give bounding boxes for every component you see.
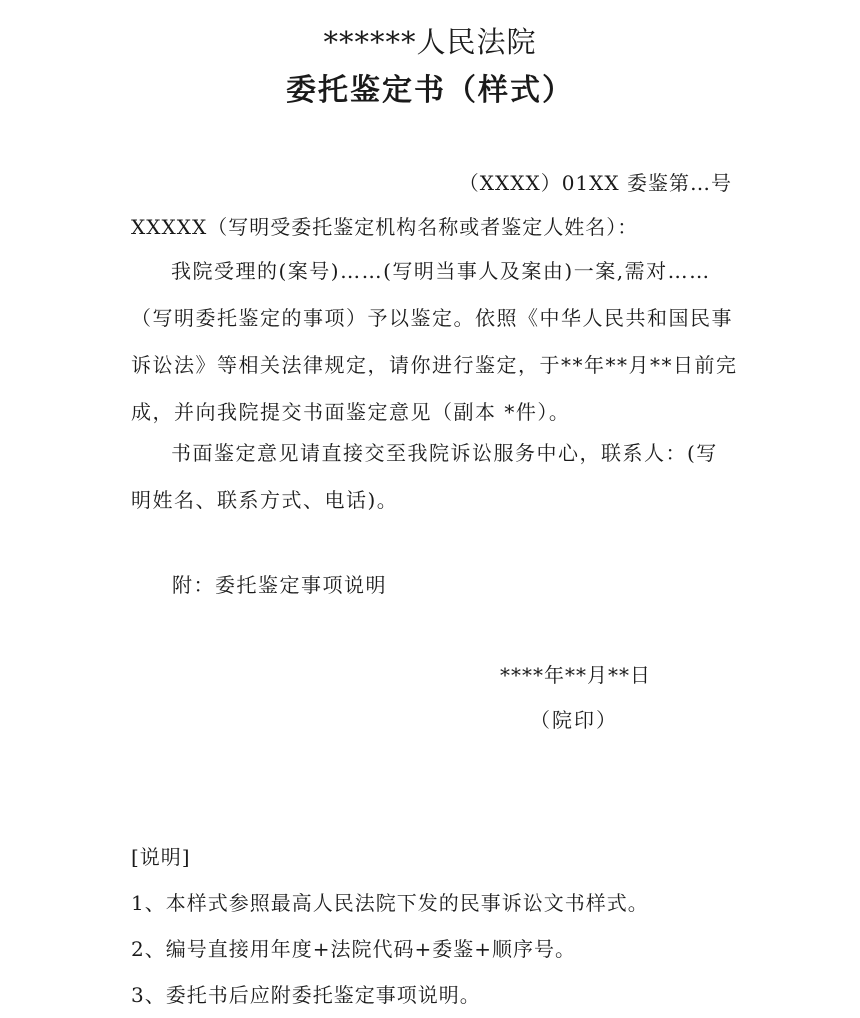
note-item: 2、编号直接用年度+法院代码+委鉴+顺序号。 bbox=[131, 937, 576, 961]
note-item: 1、本样式参照最高人民法院下发的民事诉讼文书样式。 bbox=[131, 891, 649, 915]
notes-heading: [说明] bbox=[131, 845, 191, 869]
paragraph-line: （写明委托鉴定的事项）予以鉴定。依照《中华人民共和国民事 bbox=[131, 306, 733, 330]
body-paragraph-1 bbox=[131, 248, 738, 436]
paragraph-line: 书面鉴定意见请直接交至我院诉讼服务中心，联系人：(写 bbox=[171, 441, 718, 465]
document-title: 委托鉴定书（样式） bbox=[286, 73, 574, 108]
signature-date: ****年**月**日 bbox=[500, 663, 651, 687]
paragraph-line: 我院受理的(案号)……(写明当事人及案由)一案,需对…… bbox=[171, 259, 711, 283]
court-name: ******人民法院 bbox=[323, 25, 537, 59]
paragraph-line: 诉讼法》等相关法律规定，请你进行鉴定，于**年**月**日前完 bbox=[131, 353, 738, 377]
addressee: XXXXX（写明受委托鉴定机构名称或者鉴定人姓名）： bbox=[131, 215, 639, 239]
case-number: （XXXX）01XX 委鉴第…号 bbox=[458, 171, 732, 195]
paragraph-line: 成，并向我院提交书面鉴定意见（副本 *件）。 bbox=[131, 400, 571, 424]
note-item: 3、委托书后应附委托鉴定事项说明。 bbox=[131, 983, 481, 1007]
attachment-note: 附：委托鉴定事项说明 bbox=[172, 573, 387, 597]
court-seal-placeholder: （院印） bbox=[530, 708, 618, 732]
body-paragraph-2 bbox=[131, 430, 731, 524]
paragraph-line: 明姓名、联系方式、电话)。 bbox=[131, 488, 399, 512]
notes-list bbox=[131, 880, 649, 1018]
